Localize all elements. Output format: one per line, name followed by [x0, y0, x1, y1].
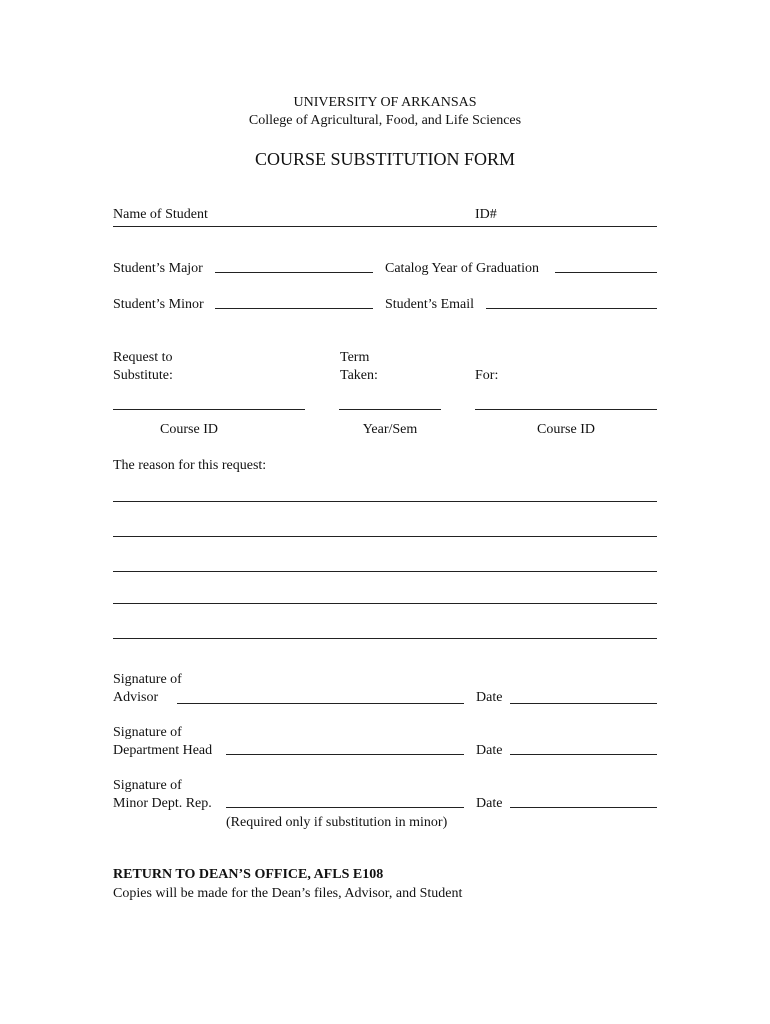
student-email-label: Student’s Email: [385, 297, 475, 312]
course-id-caption-1: Course ID: [160, 422, 218, 437]
minor-rep-date-label: Date: [476, 796, 503, 811]
college-name: College of Agricultural, Food, and Life Sciences: [248, 113, 522, 128]
student-major-label: Student’s Major: [113, 261, 203, 276]
student-minor-label: Student’s Minor: [113, 297, 204, 312]
advisor-label: Advisor: [113, 690, 159, 705]
term-taken-line[interactable]: [339, 409, 441, 410]
for-course-line[interactable]: [475, 409, 657, 410]
return-instructions: RETURN TO DEAN’S OFFICE, AFLS E108: [113, 867, 384, 882]
catalog-year-line[interactable]: [555, 272, 657, 273]
minor-dept-rep-label: Minor Dept. Rep.: [113, 796, 212, 811]
reason-line[interactable]: [113, 638, 657, 639]
department-head-label: Department Head: [113, 743, 213, 758]
reason-line[interactable]: [113, 603, 657, 604]
substitute-course-line[interactable]: [113, 409, 305, 410]
for-label: For:: [475, 368, 499, 383]
university-name: UNIVERSITY OF ARKANSAS: [293, 95, 477, 110]
advisor-signature-label: Signature of: [113, 672, 182, 687]
form-title: COURSE SUBSTITUTION FORM: [254, 149, 516, 169]
dept-head-date-label: Date: [476, 743, 503, 758]
reason-label: The reason for this request:: [113, 458, 267, 473]
student-minor-line[interactable]: [215, 308, 373, 309]
student-email-line[interactable]: [486, 308, 657, 309]
minor-rep-signature-line[interactable]: [226, 807, 464, 808]
advisor-signature-line[interactable]: [177, 703, 464, 704]
substitute-label: Substitute:: [113, 368, 173, 383]
reason-line[interactable]: [113, 536, 657, 537]
copies-note: Copies will be made for the Dean’s files, Advisor, and Student: [113, 886, 463, 901]
id-label: ID#: [475, 207, 497, 222]
request-to-label: Request to: [113, 350, 173, 365]
term-label: Term: [340, 350, 370, 365]
catalog-year-label: Catalog Year of Graduation: [385, 261, 539, 276]
dept-head-signature-label: Signature of: [113, 725, 182, 740]
name-id-line[interactable]: [113, 226, 657, 227]
advisor-date-label: Date: [476, 690, 503, 705]
name-of-student-label: Name of Student: [113, 207, 208, 222]
advisor-date-line[interactable]: [510, 703, 657, 704]
reason-line[interactable]: [113, 571, 657, 572]
taken-label: Taken:: [340, 368, 378, 383]
minor-rep-signature-label: Signature of: [113, 778, 182, 793]
reason-line[interactable]: [113, 501, 657, 502]
course-id-caption-2: Course ID: [537, 422, 595, 437]
dept-head-date-line[interactable]: [510, 754, 657, 755]
dept-head-signature-line[interactable]: [226, 754, 464, 755]
minor-note: (Required only if substitution in minor): [226, 815, 448, 830]
student-major-line[interactable]: [215, 272, 373, 273]
minor-rep-date-line[interactable]: [510, 807, 657, 808]
year-sem-caption: Year/Sem: [362, 422, 418, 437]
